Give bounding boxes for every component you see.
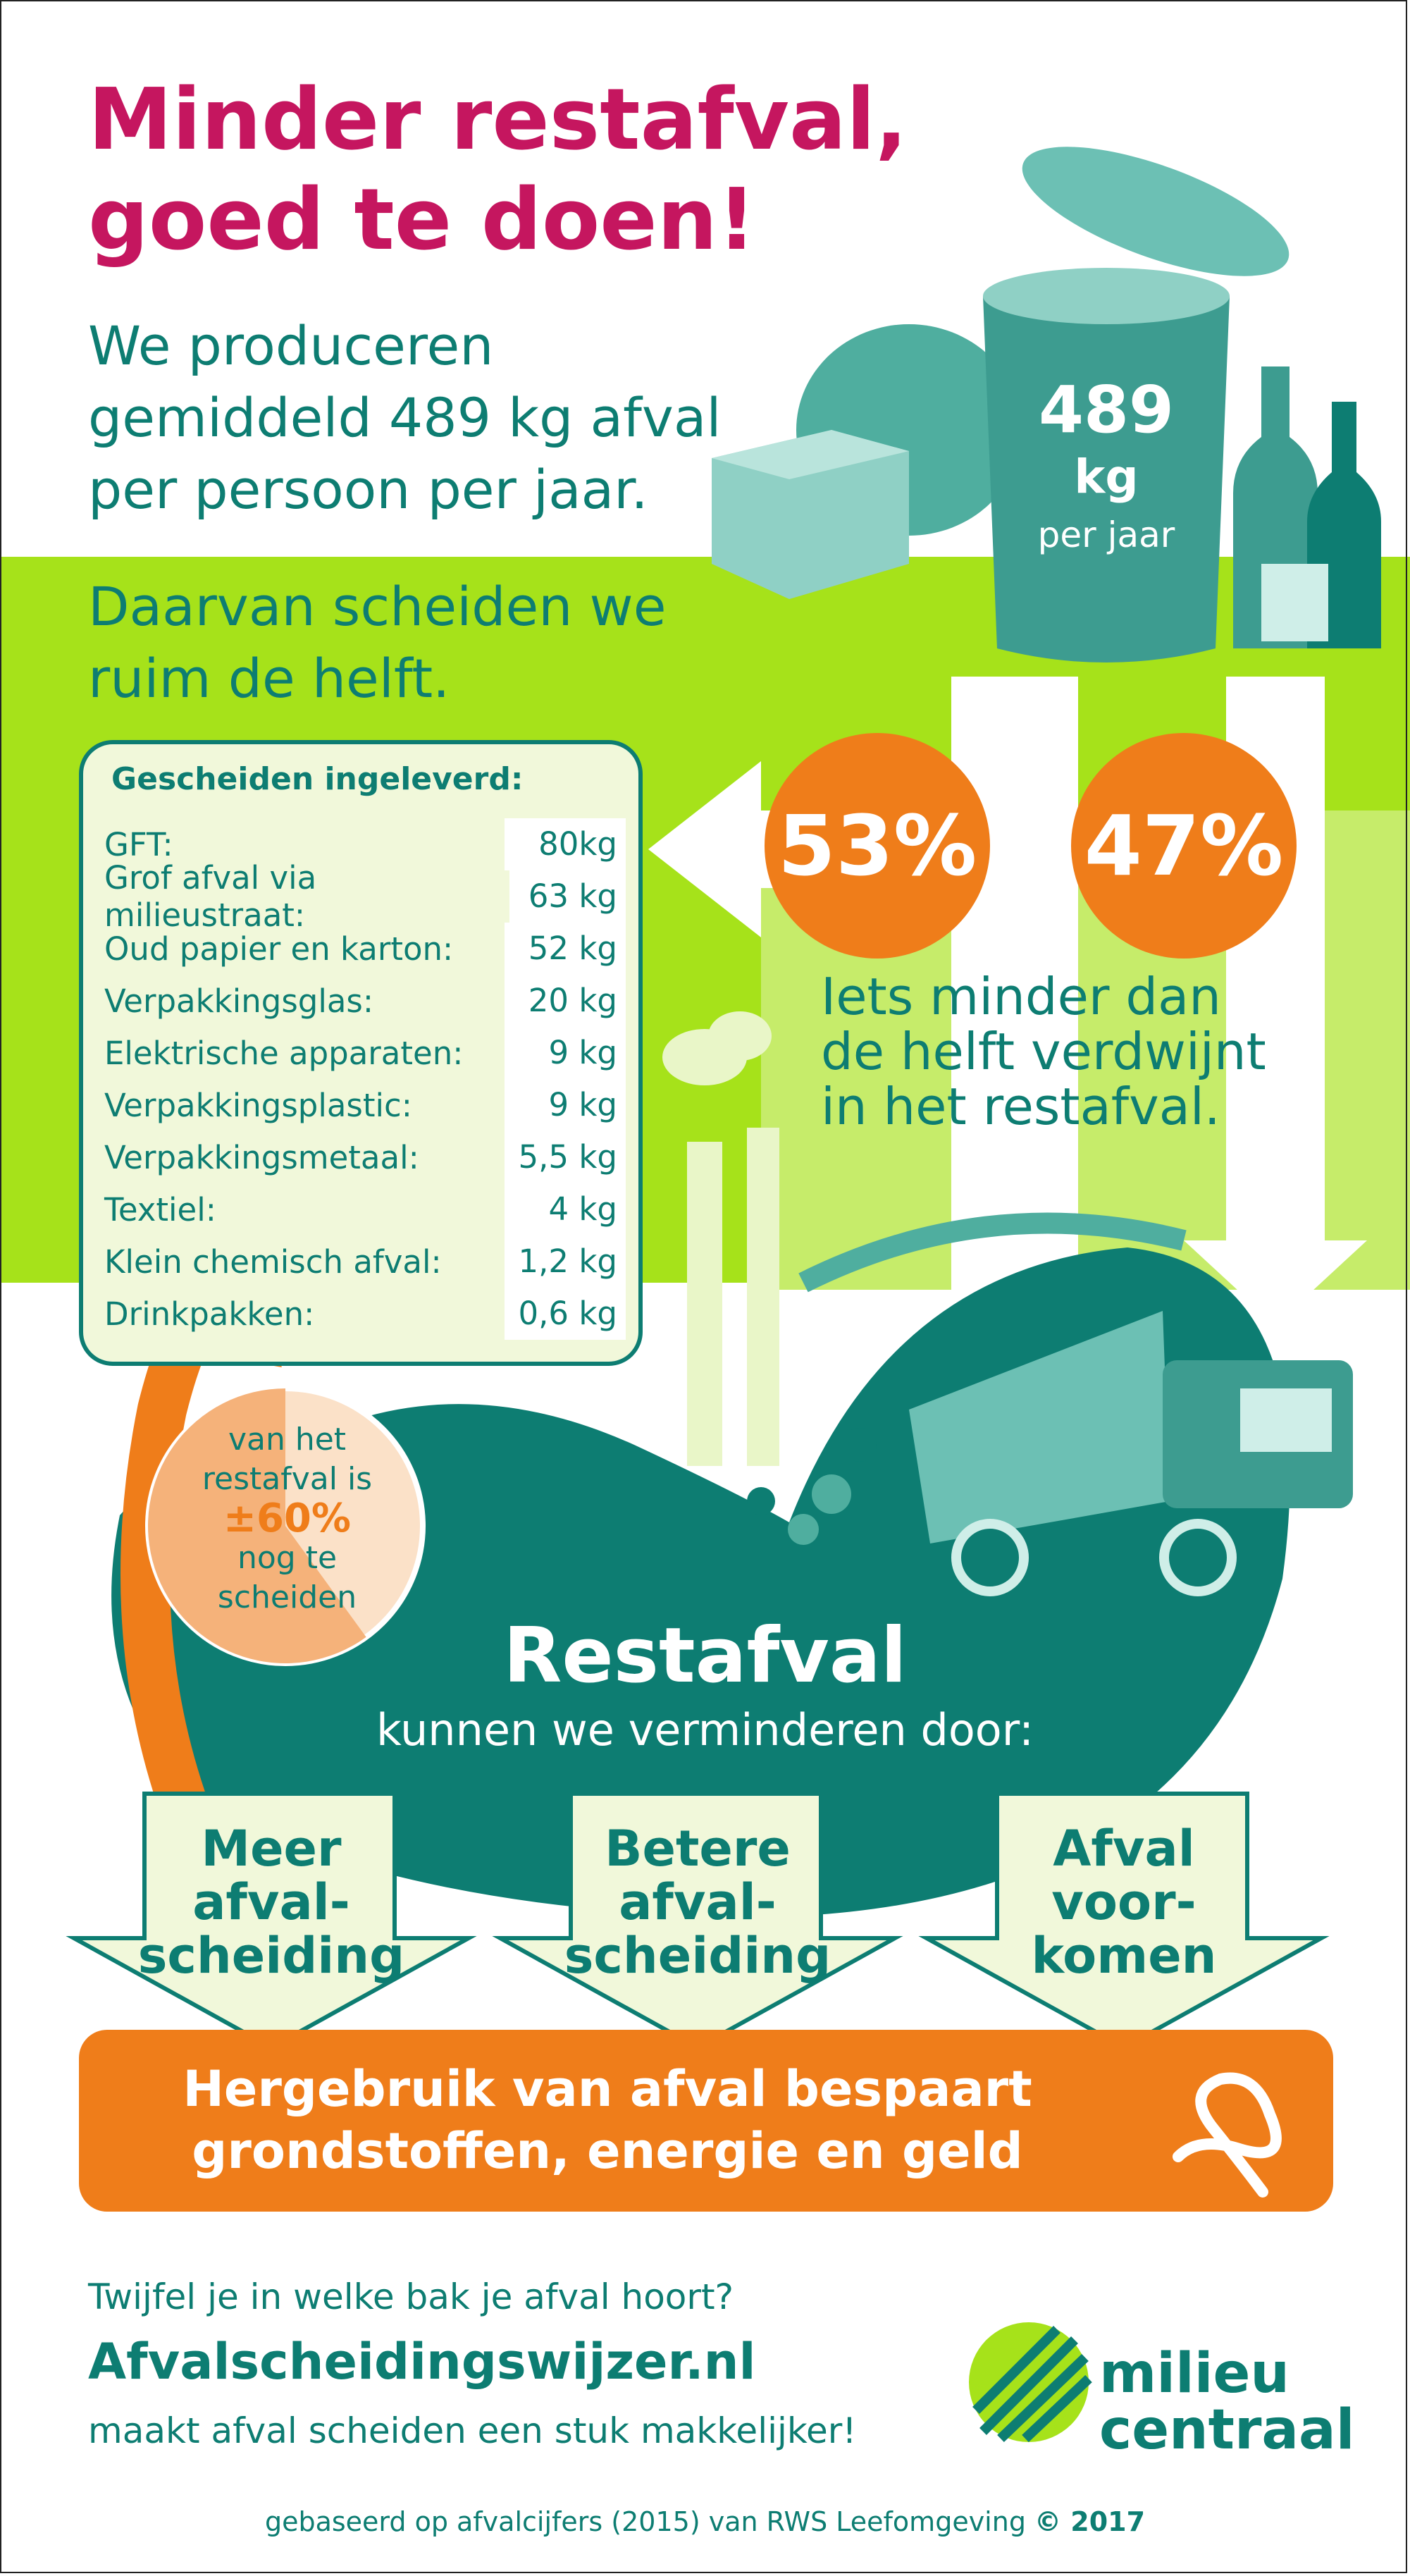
separated-row-label: Verpakkingsglas:: [104, 982, 374, 1020]
action-more-separation: [116, 1822, 426, 1983]
action-2-line-1: Betere: [605, 1820, 791, 1878]
separated-row-label: Grof afval via milieustraat:: [104, 859, 317, 934]
credit-text: gebaseerd op afvalcijfers (2015) van RWS Leefomgeving: [264, 2506, 1026, 2537]
separated-row-label: Klein chemisch afval:: [104, 1243, 442, 1281]
residual-line-2: de helft verdwijnt: [821, 1022, 1266, 1081]
separate-intro-line-1: Daarvan scheiden we: [88, 575, 667, 638]
pie-highlight: ±60%: [223, 1496, 351, 1541]
logo-line-1: milieu: [1099, 2342, 1290, 2405]
pie-line-4: scheiden: [217, 1579, 357, 1615]
separated-row-value: 9 kg: [505, 1027, 626, 1079]
banner-line-1: Hergebruik van afval bespaart: [183, 2060, 1032, 2118]
page-title: [88, 70, 908, 271]
residual-text: [821, 969, 1266, 1134]
action-3-line-1: Afval: [1053, 1820, 1195, 1878]
title-line-2: goed te doen!: [88, 171, 756, 269]
action-1-line-3: scheiding: [137, 1927, 405, 1985]
action-1-line-1: Meer: [201, 1820, 342, 1878]
pie-line-1: van het: [228, 1422, 347, 1458]
separate-intro-line-2: ruim de helft.: [88, 647, 450, 710]
separated-row-value: 80kg: [505, 818, 626, 870]
separated-row-value: 4 kg: [505, 1183, 626, 1235]
footer-question: Twijfel je in welke bak je afval hoort?: [88, 2276, 734, 2317]
separated-row: [104, 1235, 626, 1288]
residual-percentage: 47%: [1071, 733, 1297, 959]
title-line-1: Minder restafval,: [88, 71, 908, 169]
pie-line-3: nog te: [237, 1540, 338, 1576]
separated-row-label: Elektrische apparaten:: [104, 1034, 464, 1072]
separated-row: [104, 1183, 626, 1235]
footer-site-subtitle: maakt afval scheiden een stuk makkelijker!: [88, 2410, 857, 2451]
separated-row-value: 63 kg: [509, 870, 626, 923]
intro-text: [88, 310, 722, 526]
footer-credit: [0, 2506, 1410, 2537]
footer-site-link[interactable]: Afvalscheidingswijzer.nl: [88, 2333, 756, 2391]
residual-line-3: in het restafval.: [821, 1077, 1220, 1136]
action-2-line-3: scheiding: [564, 1927, 831, 1985]
separated-list: [104, 818, 626, 1340]
separated-row-label: GFT:: [104, 825, 173, 863]
separated-row-label: Verpakkingsmetaal:: [104, 1138, 419, 1176]
separated-row-value: 52 kg: [505, 923, 626, 975]
intro-line-2: gemiddeld 489 kg afval: [88, 386, 722, 449]
intro-line-1: We produceren: [88, 314, 494, 377]
restafval-subtitle: kunnen we verminderen door:: [376, 1704, 1034, 1756]
pie-line-2: restafval is: [202, 1461, 373, 1497]
separated-row: [104, 1027, 626, 1079]
separated-row: [104, 923, 626, 975]
separated-row-label: Oud papier en karton:: [104, 930, 454, 968]
reuse-banner: [79, 2030, 1333, 2212]
separated-panel-title: Gescheiden ingeleverd:: [111, 761, 524, 797]
separated-row-value: 9 kg: [505, 1079, 626, 1131]
bin-period: per jaar: [1037, 514, 1175, 555]
residual-line-1: Iets minder dan: [821, 967, 1221, 1026]
separate-intro-text: [88, 571, 666, 715]
separated-row: [104, 1131, 626, 1183]
loop-icon: [1157, 2051, 1312, 2199]
logo-line-2: centraal: [1099, 2398, 1355, 2462]
action-3-line-3: komen: [1031, 1927, 1217, 1985]
separated-row: [104, 1079, 626, 1131]
action-3-line-2: voor-: [1051, 1873, 1196, 1931]
bin-amount: 489: [1038, 372, 1175, 448]
action-prevent-waste: [969, 1822, 1279, 1983]
separated-row: [104, 975, 626, 1027]
action-2-line-2: afval-: [619, 1873, 777, 1931]
separated-row: [104, 1288, 626, 1340]
copyright-text: © 2017: [1034, 2506, 1146, 2537]
bin-unit: kg: [1074, 450, 1139, 504]
separated-row-value: 5,5 kg: [505, 1131, 626, 1183]
banner-line-2: grondstoffen, energie en geld: [192, 2122, 1023, 2180]
separated-row-label: Verpakkingsplastic:: [104, 1086, 412, 1124]
banner-text: [79, 2058, 1136, 2182]
milieu-centraal-logo-text: [1099, 2342, 1355, 2462]
separated-row: [104, 859, 626, 934]
intro-line-3: per persoon per jaar.: [88, 458, 648, 521]
separated-panel: [79, 740, 643, 1366]
separated-row-label: Drinkpakken:: [104, 1295, 315, 1333]
separated-row-value: 20 kg: [505, 975, 626, 1027]
pie-text: [144, 1420, 430, 1617]
action-better-separation: [543, 1822, 853, 1983]
separated-row-value: 1,2 kg: [505, 1235, 626, 1288]
separated-percentage: 53%: [765, 733, 990, 959]
action-1-line-2: afval-: [192, 1873, 350, 1931]
restafval-title: Restafval: [503, 1612, 907, 1700]
separated-row-value: 0,6 kg: [505, 1288, 626, 1340]
separated-row-label: Textiel:: [104, 1190, 216, 1228]
